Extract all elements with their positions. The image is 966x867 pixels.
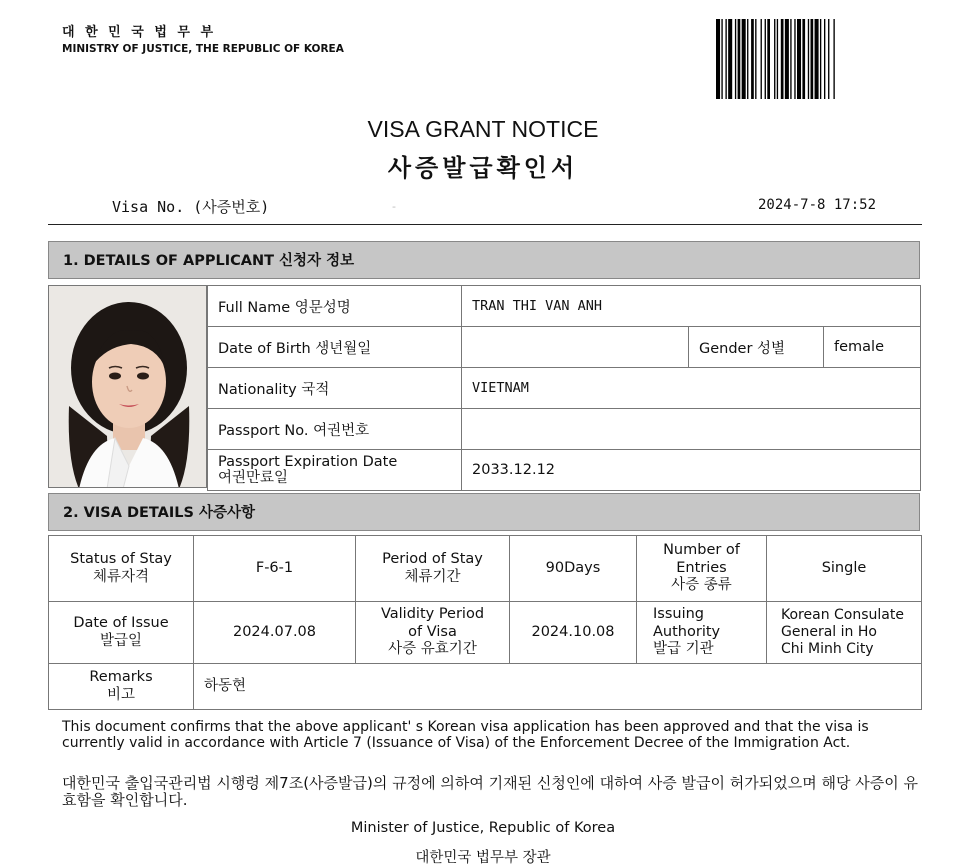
passport-number-label: Passport No. 여권번호	[208, 409, 462, 450]
ministry-korean: 대 한 민 국 법 무 부	[62, 25, 217, 40]
entries-label-en-1: Number of	[663, 542, 740, 559]
passport-number-value	[462, 409, 921, 450]
authority-label-en-2: Authority	[653, 623, 721, 640]
status-label-ko: 체류자격	[92, 568, 150, 585]
validity-value: 2024.10.08	[510, 602, 637, 664]
visa-number-value: -	[392, 200, 396, 213]
issue-date-label-en: Date of Issue	[73, 615, 169, 632]
applicant-details-table	[207, 285, 921, 491]
title-korean: 사증발급확인서	[387, 154, 579, 182]
full-name-value: TRAN THI VAN ANH	[462, 286, 921, 327]
issue-date-label-ko: 발급일	[99, 632, 143, 649]
section-applicant-heading: 1. DETAILS OF APPLICANT 신청자 정보	[48, 241, 920, 279]
issue-date-value: 2024.07.08	[194, 602, 356, 664]
applicant-photo	[48, 285, 207, 488]
statement-english: This document confirms that the above applicant' s Korean visa application has been approved and that the visa is currently valid in accordance with Article 7 (Issuance of Visa) of the Enforcement Decree of the Immigration Act.	[62, 719, 869, 751]
gender-label: Gender 성별	[689, 327, 824, 368]
header-divider	[48, 224, 922, 225]
remarks-label-en: Remarks	[89, 669, 153, 686]
passport-expiry-label-en: Passport Expiration Date	[218, 454, 398, 470]
status-label-en: Status of Stay	[70, 551, 172, 568]
remarks-label-ko: 비고	[106, 686, 135, 703]
title-english: VISA GRANT NOTICE	[367, 116, 599, 142]
authority-value-2: General in Ho	[781, 624, 877, 641]
passport-expiry-value: 2033.12.12	[462, 450, 921, 491]
entries-value: Single	[767, 536, 922, 602]
validity-label-en-1: Validity Period	[380, 606, 485, 623]
authority-value-3: Chi Minh City	[781, 640, 874, 657]
passport-expiry-label-ko: 여권만료일	[218, 470, 289, 486]
visa-number-label: Visa No. (사증번호)	[112, 198, 270, 216]
minister-signature-korean: 대한민국 법무부 장관	[415, 850, 551, 866]
full-name-label: Full Name 영문성명	[208, 286, 462, 327]
status-value: F-6-1	[194, 536, 356, 602]
statement-korean: 대한민국 출입국관리법 시행령 제7조(사증발급)의 규정에 의하여 기재된 신청인에 대하여 사증 발급이 허가되었으며 해당 사증이 유효함을 확인합니다.	[62, 774, 918, 809]
issue-timestamp: 2024-7-8 17:52	[758, 197, 877, 213]
ministry-english: MINISTRY OF JUSTICE, THE REPUBLIC OF KOREA	[62, 43, 344, 55]
gender-value: female	[824, 327, 921, 368]
nationality-value: VIETNAM	[462, 368, 921, 409]
visa-details-table	[48, 535, 922, 710]
authority-label-ko: 발급 기관	[653, 641, 714, 658]
authority-label-en-1: Issuing	[653, 606, 704, 623]
minister-signature-english: Minister of Justice, Republic of Korea	[350, 820, 616, 836]
period-label-ko: 체류기간	[404, 568, 461, 585]
nationality-label: Nationality 국적	[208, 368, 462, 409]
barcode	[716, 19, 920, 99]
validity-label-ko: 사증 유효기간	[388, 641, 477, 658]
entries-label-ko: 사증 종류	[671, 577, 732, 594]
authority-value-1: Korean Consulate	[781, 607, 904, 624]
entries-label-en-2: Entries	[676, 559, 727, 576]
validity-label-en-2: of Visa	[408, 623, 457, 640]
remarks-value: 하동현	[194, 664, 922, 710]
period-value: 90Days	[510, 536, 637, 602]
dob-value	[462, 327, 689, 368]
period-label-en: Period of Stay	[382, 551, 483, 568]
dob-label: Date of Birth 생년월일	[208, 327, 462, 368]
section-visa-heading: 2. VISA DETAILS 사증사항	[48, 493, 920, 531]
